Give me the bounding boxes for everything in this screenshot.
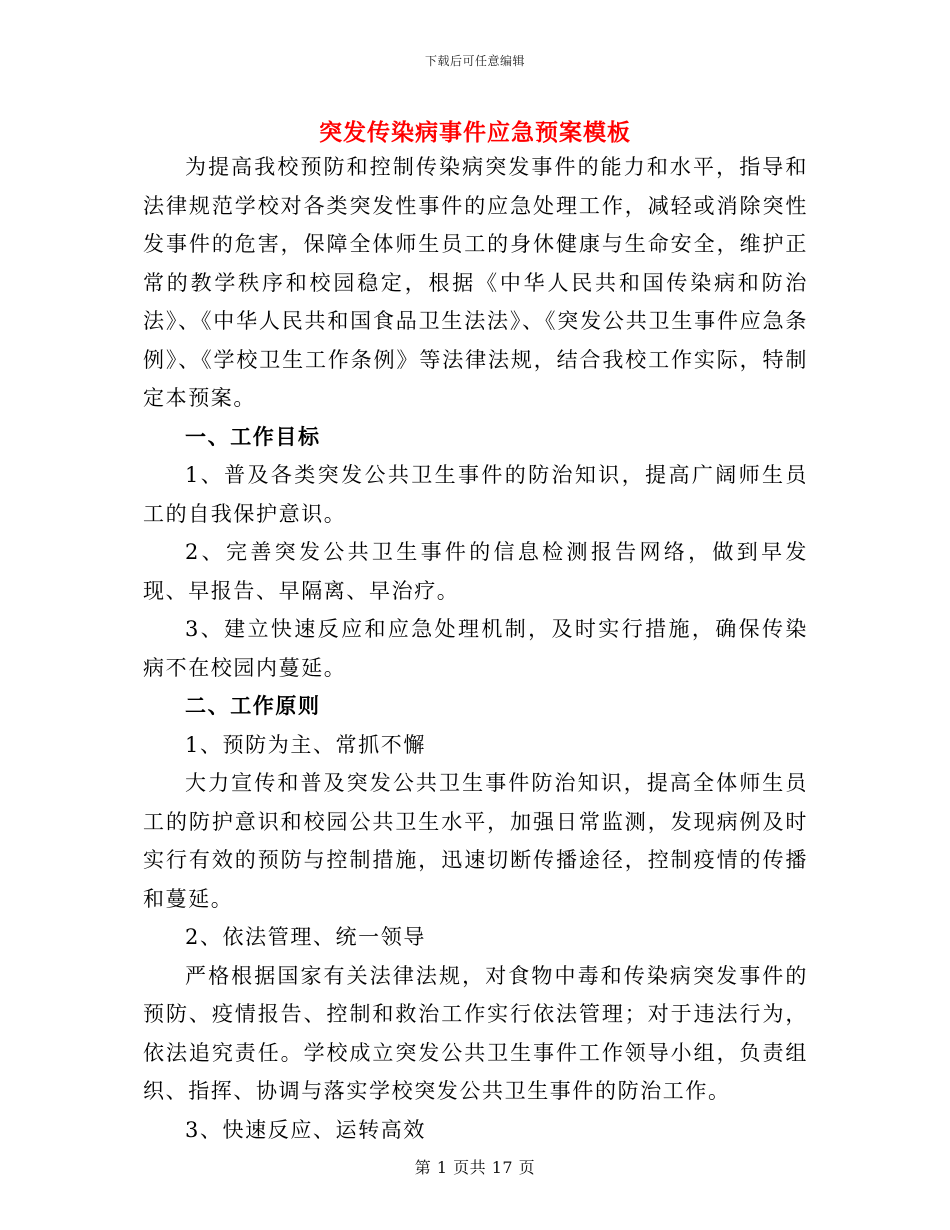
header-note: 下载后可任意编辑 xyxy=(424,54,525,68)
principle-1-heading: 1、预防为主、常抓不懈 xyxy=(185,732,426,757)
intro-paragraph: 为提高我校预防和控制传染病突发事件的能力和水平，指导和法律规范学校对各类突发性事件的应急处理工作，减轻或消除突性发事件的危害，保障全体师生员工的身休健康与生命安全，维护正常的教学秩序和校园稳定，根据《中华人民共和国传染病和防治法》、《中华人民共和国食品卫生法法》、《突发公共卫生事件应急条例》、《学校卫生工作条例》等法律法规，结合我校工作实际，特制定本预案。 xyxy=(143,155,808,410)
document-body xyxy=(143,148,808,1149)
principle-2-text: 严格根据国家有关法律法规，对食物中毒和传染病突发事件的预防、疫情报告、控制和救治工作实行依法管理；对于违法行为，依法追究责任。学校成立突发公共卫生事件工作领导小组，负责组织、指挥、协调与落实学校突发公共卫生事件的防治工作。 xyxy=(143,963,808,1103)
goal-item-3: 3、建立快速反应和应急处理机制，及时实行措施，确保传染病不在校园内蔓延。 xyxy=(143,617,808,680)
section-heading-work-principles: 二、工作原则 xyxy=(185,693,321,718)
principle-1-text: 大力宣传和普及突发公共卫生事件防治知识，提高全体师生员工的防护意识和校园公共卫生水平，加强日常监测，发现病例及时实行有效的预防与控制措施，迅速切断传播途径，控制疫情的传播和蔓延。 xyxy=(143,771,808,911)
principle-2-heading: 2、依法管理、统一领导 xyxy=(185,925,426,949)
principle-3-heading: 3、快速反应、运转高效 xyxy=(185,1117,426,1142)
document-title: 突发传染病事件应急预案模板 xyxy=(319,119,631,146)
section-heading-work-goals: 一、工作目标 xyxy=(185,423,321,449)
goal-item-1: 1、普及各类突发公共卫生事件的防治知识，提高广阔师生员工的自我保护意识。 xyxy=(143,463,808,526)
page-number-footer: 第 1 页共 17 页 xyxy=(414,1158,536,1177)
goal-item-2: 2、完善突发公共卫生事件的信息检测报告网络，做到早发现、早报告、早隔离、早治疗。 xyxy=(143,540,808,603)
